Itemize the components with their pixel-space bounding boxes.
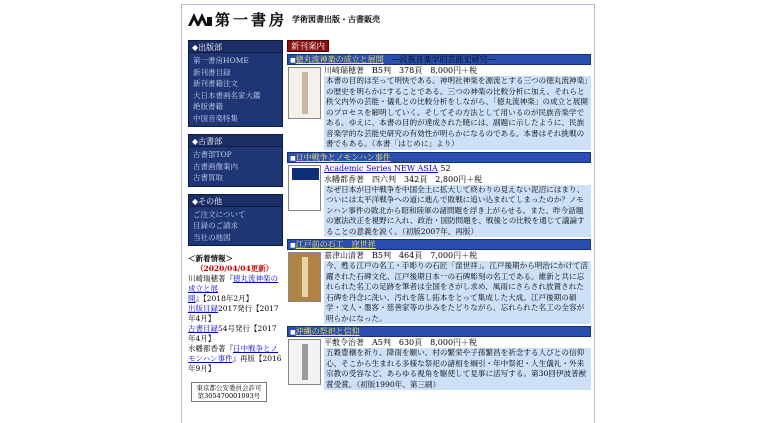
menu-item-new-catalog[interactable]: 新刊書目録 <box>193 67 231 77</box>
cover-band <box>292 168 319 180</box>
menu-item-book-buying[interactable]: 古書買取 <box>193 173 223 182</box>
menu-item-order-info[interactable]: ご注文について <box>193 209 246 219</box>
book-info <box>324 163 591 238</box>
book-cover-image[interactable] <box>288 67 321 119</box>
license-box <box>191 382 267 402</box>
cover-spine <box>302 72 308 114</box>
company-logo[interactable] <box>188 11 212 27</box>
book-info <box>324 65 591 150</box>
menu-antiquarian <box>188 147 283 187</box>
site-header <box>182 5 594 35</box>
book-body <box>287 65 591 150</box>
news-link-antiquarian-catalog[interactable]: 古書目録 <box>188 324 218 333</box>
book-info <box>324 250 591 324</box>
menu-other <box>188 207 283 247</box>
book-meta: 川崎瑞穂著 B5判 378頁 8,000円＋税 <box>324 66 478 75</box>
menu-item-antiquarian-images[interactable]: 古書画像案内 <box>193 161 238 171</box>
menu-spacer <box>188 127 283 134</box>
book-title-bar <box>287 239 591 250</box>
menu-item-home[interactable]: 第一書房HOME <box>193 56 249 65</box>
page-frame <box>181 4 595 423</box>
news-text: 54号発行【2017年4月】 <box>188 324 277 343</box>
book-series-number: 52 <box>440 163 451 173</box>
book-subtitle: ―民族音楽学的芸能史研究― <box>391 55 496 64</box>
menu-spacer <box>188 187 283 194</box>
book-description: 本書の目的は至って明快である。神明社神楽を源流とする三つの徳丸流神楽」の歴史を明らかにすることである。三つの神楽の比較分析に加え、それらと秩父内外の芸能・儀礼との比較分析をしながら、「徳丸流神楽」の成立と展開のプロセスを解明していく。そしてその方法として用いるのが民族音楽学である。ゆえに、本書の目的が達成された暁には、副題に示したように、民族音楽学的な芸能史研究の有効性が明らかになるのである。本書はそれ挑戦の書でもある。（本書「はじめに」より） <box>324 76 591 150</box>
bullet-icon: ■ <box>290 154 296 162</box>
news-text: 水幡都香著『 <box>188 344 233 353</box>
cover-spine <box>302 344 308 380</box>
book-title-link[interactable]: 徳丸流神楽の成立と展開 <box>295 55 384 64</box>
book-entry <box>287 326 591 390</box>
news-item <box>188 304 283 324</box>
brand-tagline: 学術図書出版・古書販売 <box>292 14 380 24</box>
book-entry <box>287 239 591 324</box>
news-text: 』再版【2016年9月】 <box>188 354 282 373</box>
news-heading: ＜新着情報＞ <box>188 254 233 263</box>
news-link-tokumaru[interactable]: 徳丸流神楽の成立と展開 <box>188 274 278 303</box>
news-date: （2020/04/04更新） <box>196 264 274 273</box>
main-content <box>287 40 591 390</box>
bullet-icon: ■ <box>290 242 296 249</box>
menu-heading-antiquarian: ◆古書部 <box>188 134 283 147</box>
news-text: 2017発行【2017年4月】 <box>188 304 279 323</box>
news-link-publishing-catalog[interactable]: 出版目録 <box>188 304 218 313</box>
menu-item-new-order[interactable]: 新刊書籍注文 <box>193 79 238 88</box>
news-item <box>188 324 283 344</box>
menu-item-map[interactable]: 当社の地図 <box>193 232 231 242</box>
license-line: 東京都公安委員会許可 <box>196 384 262 392</box>
book-body <box>287 250 591 324</box>
book-cover-image[interactable] <box>288 165 321 211</box>
news-text: 』【2018年2月】 <box>195 294 254 303</box>
menu-item-chinese-music[interactable]: 中国音楽特集 <box>193 113 238 123</box>
book-description: なぜ日本が日中戦争を中国全土に拡大して終わりの見えない泥沼にはまり、ついには太平洋戦争への道に進んで敗戦に追い込まれてしまったのか？ノモンハン事件の敗北から昭和陸軍の諸問題を浮き上がらせる。また、昨今話題の憲法改正を視野に入れ、政治・国防問題を、戦後との比較を通じて議論することの意義を説く。（初版2007年、再版） <box>324 185 591 238</box>
book-series-link[interactable]: Academic Series NEW ASIA <box>324 163 438 173</box>
menu-item-out-of-print[interactable]: 絶版書籍 <box>193 102 223 111</box>
cover-spine <box>302 257 308 297</box>
news-item <box>188 274 283 304</box>
book-info <box>324 337 591 390</box>
menu-item-painter-directory[interactable]: 大日本書画名家大鑑 <box>193 90 261 100</box>
book-meta: 水幡都香著 四六判 342頁 2,800円＋税 <box>324 174 483 184</box>
news-item <box>188 344 283 374</box>
book-description: 五穀豊穣を祈り、降雨を願い、村の繁栄や子孫繁昌を祈念する人びとの信仰心、そこから生まれる多様な祭祀の諸相を綱引・年中祭祀・人生儀礼・外来宗教の受容など、あらゆる視角を駆使して見事に活写する。第30回伊波普猷賞受賞。（初版1990年、第三刷） <box>324 348 591 390</box>
book-title-bar <box>287 152 591 163</box>
book-title-link[interactable]: 日中戦争とノモンハン事件 <box>295 152 391 162</box>
book-cover-image[interactable] <box>288 339 321 385</box>
bullet-icon: ■ <box>290 329 296 336</box>
book-body <box>287 337 591 390</box>
license-number: 第305470001093号 <box>197 392 261 400</box>
brand-name[interactable]: 第一書房 <box>215 11 288 29</box>
book-title-link[interactable]: 江戸前の石工 窪世祥 <box>295 240 376 249</box>
menu-heading-other: ◆その他 <box>188 194 283 207</box>
menu-item-antiquarian-top[interactable]: 古書部TOP <box>193 150 232 159</box>
book-cover-image[interactable] <box>288 252 321 302</box>
sidebar <box>188 40 283 402</box>
book-meta: 平敷令治著 A5判 630頁 8,000円＋税 <box>324 338 478 347</box>
book-entry <box>287 152 591 238</box>
book-description: 今、甦る江戸の名工・手彫りの石匠「窪世祥」。江戸後期から明治にかけて活躍された石碑文化、江戸後期日本一の石碑彫刻の名工である。維新と共に忘れられた名工の足跡を筆者は全国をさがし求め、風雨にさらされ放置された石碑を丹念に洗い、汚れを落し拓本をとって集成した大成。江戸後期の碩学・文人・墨客・慈善家等の歩みをたどりながら、忘れられた名工の全容が明らかになった。 <box>324 261 591 324</box>
news-section <box>188 254 283 374</box>
book-entry <box>287 54 591 150</box>
book-title-bar <box>287 54 591 65</box>
book-title-bar <box>287 326 591 337</box>
book-body <box>287 163 591 238</box>
book-meta: 嘉津山清著 B5判 464頁 7,000円＋税 <box>324 251 478 260</box>
book-series-line <box>324 163 591 174</box>
bullet-icon: ■ <box>290 57 296 64</box>
menu-publishing <box>188 53 283 127</box>
section-title: 新刊案内 <box>287 40 329 52</box>
news-text: 川崎瑞穂著『 <box>188 274 233 283</box>
menu-item-catalog-request[interactable]: 目録のご請求 <box>193 221 238 230</box>
menu-heading-publishing: ◆出版部 <box>188 40 283 53</box>
news-link-nomonhan[interactable]: 日中戦争とノモンハン事件 <box>188 344 278 363</box>
book-title-link[interactable]: 沖縄の祭祀と信仰 <box>295 327 360 336</box>
